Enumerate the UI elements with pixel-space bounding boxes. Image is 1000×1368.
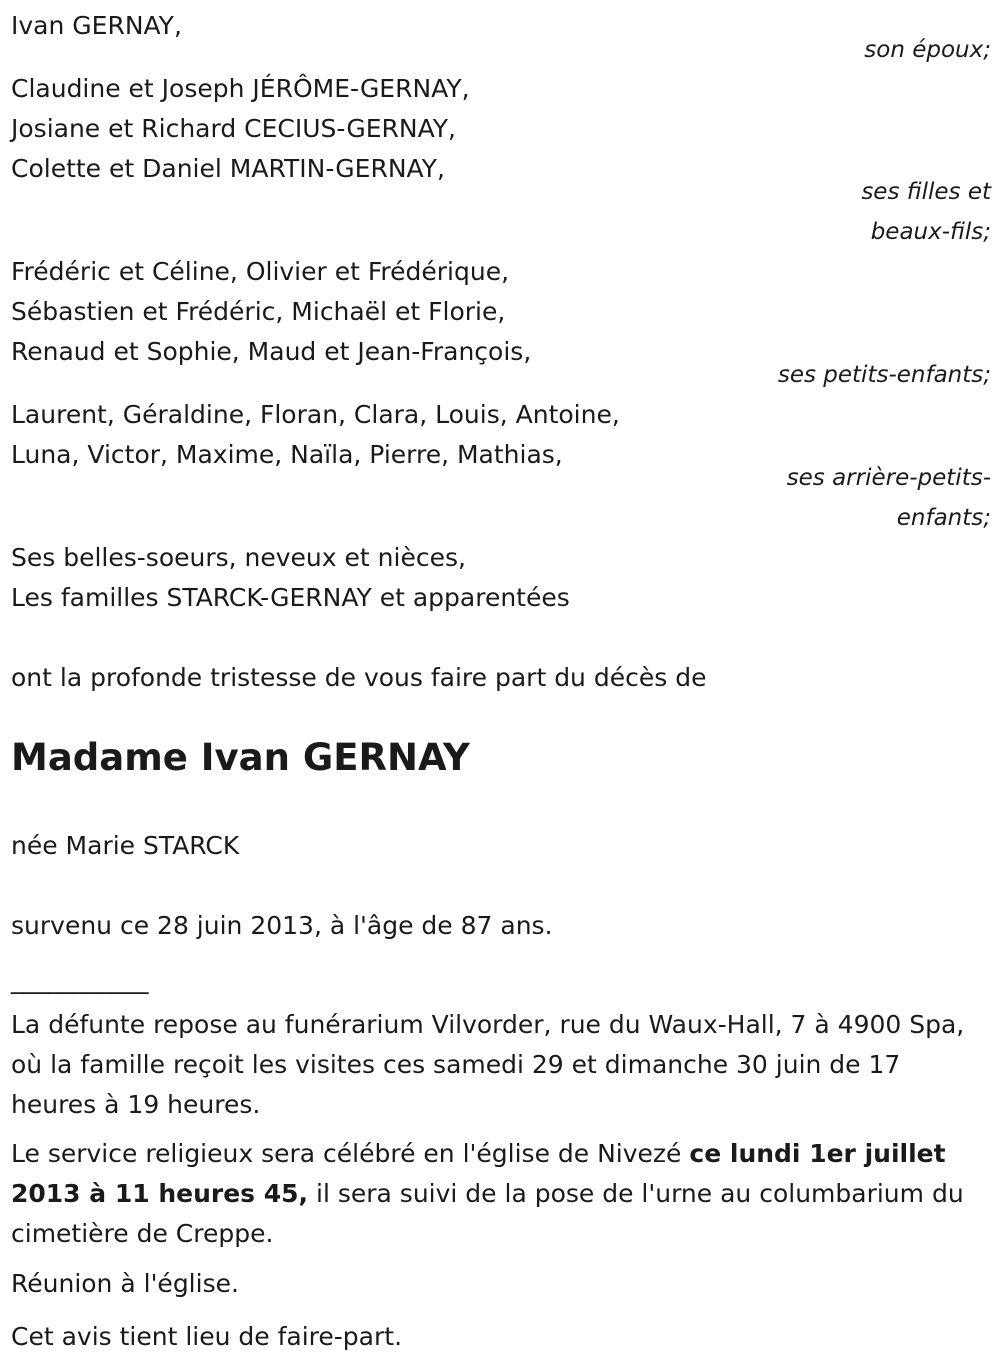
grandchildren-line-1: Frédéric et Céline, Olivier et Frédérique,: [11, 257, 510, 286]
great-grandchildren-role-line-1: ses arrière-petits-: [786, 465, 991, 491]
daughter-line-1: Claudine et Joseph JÉRÔME-GERNAY,: [11, 74, 470, 103]
maiden-name: née Marie STARCK: [11, 831, 240, 860]
great-grandchildren-line-2: Luna, Victor, Maxime, Naïla, Pierre, Mathias,: [11, 440, 563, 469]
daughter-line-2: Josiane et Richard CECIUS-GERNAY,: [11, 114, 456, 143]
great-grandchildren-line-1: Laurent, Géraldine, Floran, Clara, Louis, Antoine,: [11, 400, 620, 429]
separator: ___________: [11, 965, 149, 994]
intro-text: ont la profonde tristesse de vous faire part du décès de: [11, 663, 707, 692]
spouse-name: Ivan GERNAY,: [11, 11, 182, 40]
repose-paragraph: La défunte repose au funérarium Vilvorder, rue du Waux-Hall, 7 à 4900 Spa, où la famille reçoit les visites ces samedi 29 et dimanche 30 juin de 17 heures à 19 heures.: [11, 1010, 965, 1119]
others-line-1: Ses belles-soeurs, neveux et nièces,: [11, 543, 466, 572]
service-paragraph: [11, 1134, 981, 1254]
daughters-role-line-2: beaux-fils;: [870, 219, 991, 245]
grandchildren-line-3: Renaud et Sophie, Maud et Jean-François,: [11, 337, 532, 366]
daughter-line-3: Colette et Daniel MARTIN-GERNAY,: [11, 154, 445, 183]
others-line-2: Les familles STARCK-GERNAY et apparentées: [11, 583, 570, 612]
service-text-before: Le service religieux sera célébré en l'église de Nivezé: [11, 1139, 690, 1168]
service-date-time: ce lundi 1er juillet 2013 à 11 heures 45,: [11, 1139, 946, 1208]
great-grandchildren-role-line-2: enfants;: [896, 505, 991, 531]
reunion-text: Réunion à l'église.: [11, 1269, 239, 1298]
service-text-after: il sera suivi de la pose de l'urne au columbarium du cimetière de Creppe.: [11, 1179, 964, 1248]
spouse-role: son époux;: [864, 37, 991, 63]
daughters-role-line-1: ses filles et: [861, 179, 991, 205]
deceased-name: Madame Ivan GERNAY: [11, 736, 470, 779]
death-info: survenu ce 28 juin 2013, à l'âge de 87 ans.: [11, 911, 553, 940]
grandchildren-line-2: Sébastien et Frédéric, Michaël et Florie,: [11, 297, 506, 326]
grandchildren-role: ses petits-enfants;: [777, 362, 991, 388]
notice-text: Cet avis tient lieu de faire-part.: [11, 1322, 403, 1351]
